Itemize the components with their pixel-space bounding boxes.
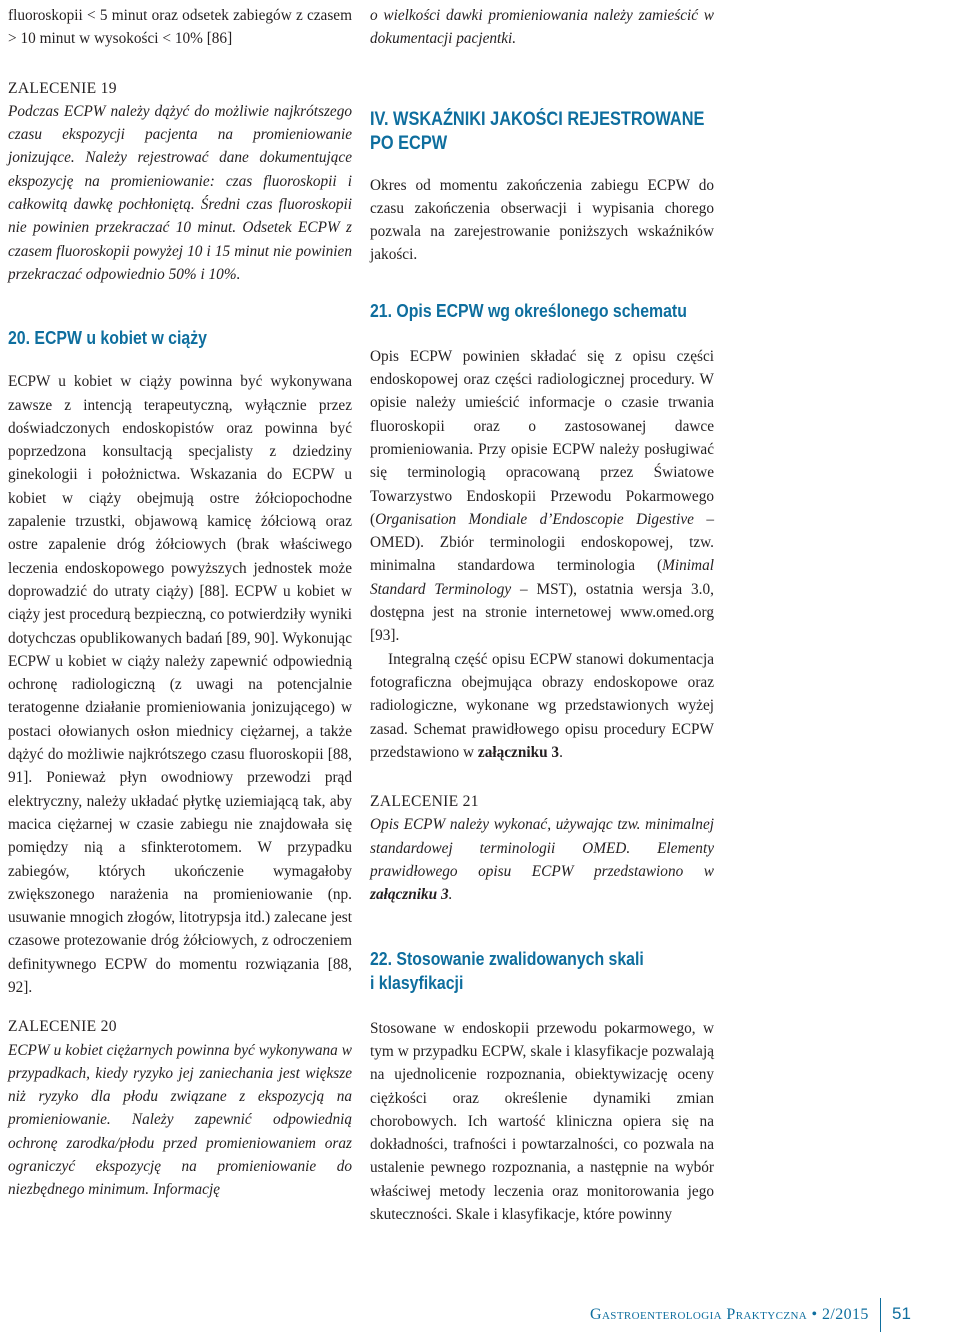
appendix-3-reference: załączniku 3: [477, 743, 560, 761]
section-iv-body: Okres od momentu zakończenia zabiegu ECPW do czasu zakończenia obserwacji i wypisania chorego pozwala na zarejestrowanie poniższych wskaźników jakości.: [370, 176, 714, 264]
left-column: [8, 0, 352, 1202]
recommendation-19-title: ZALECENIE 19: [8, 79, 117, 97]
recommendation-20-title: ZALECENIE 20: [8, 1018, 117, 1036]
recommendation-20-text: ECPW u kobiet ciężarnych powinna być wykonywana w przypadkach, kiedy ryzyko jej zaniechania jest większe niż ryzyko dla płodu związane z ekspozycją na promieniowanie. Należy zapewnić odpowiednią ochronę zarodka/płodu przed promieniowaniem oraz ograniczyć ekspozycję na promieniowanie do niezbędnego minimum. Informację: [8, 1041, 352, 1199]
recommendation-20-continuation: o wielkości dawki promieniowania należy zamieścić w dokumentacji pacjentki.: [370, 7, 714, 48]
recommendation-19-text: Podczas ECPW należy dążyć do możliwie najkrótszego czasu ekspozycji pacjenta na promieniowanie jonizujące. Należy rejestrować dane dokumentujące ekspozycję na promieniowanie: czas fluoroskopii i całkowitą dawkę pochłoniętą. Średni czas fluoroskopii nie powinien przekraczać 10 minut. Odsetek ECPW z czasem fluoroskopii powyżej 10 i 15 minut nie powinien przekraczać odpowiednio 50% i 10%.: [8, 102, 352, 283]
section-20-body: ECPW u kobiet w ciąży powinna być wykonywana zawsze z intencją terapeutyczną, wyłącznie przez doświadczonych endoskopistów oraz powinna być poprzedzona konsultacją specjalisty z dziedziny ginekologii i położnictwa. Wskazania do ECPW u kobiet w ciąży obejmują ostre żółciopochodne zapalenie trzustki, objawową kamicę żółciową oraz ostre zapalenie dróg żółciowych (brak właściwego leczenia endoskopowego powyższych jednostek może doprowadzić do utraty ciąży) [88]. ECPW u kobiet w ciąży jest procedurą bezpieczną, co potwierdziły wyniki dotychczas opublikowanych badań [89, 90]. Wykonując ECPW u kobiet w ciąży należy zapewnić odpowiednią ochronę radiologiczną (z uwagi na potencjalnie teratogenne działanie promieniowania jonizującego) w postaci ołowianych osłon miednicy ciężarnej, a także dążyć do możliwie najkrótszego czasu fluoroskopii [88, 91]. Ponieważ płyn owodniowy przewodzi prąd elektryczny, należy układać płytkę uziemiającą tak, aby macica ciężarnej w czasie zabiegu nie znajdowała się pomiędzy nią a sfinkterotomem. W przypadku zabiegów, których ukończenie wymagałoby zwiększonego narażenia na promieniowanie (np. usuwanie mnogich złogów, litotrypsja itd.) zalecane jest czasowe protezowanie dróg żółciowych, z odroczeniem definitywnego ECPW do momentu rozwiązania [88, 92].: [8, 373, 352, 996]
footer-divider: [880, 1298, 881, 1332]
paragraph-continuation: fluoroskopii < 5 minut oraz odsetek zabiegów z czasem > 10 minut w wysokości < 10% [86]: [8, 7, 352, 48]
recommendation-21-title: ZALECENIE 21: [370, 793, 479, 811]
right-column: [370, 0, 714, 1226]
section-iv-heading-line1: IV. WSKAŹNIKI JAKOŚCI REJESTROWANE: [370, 108, 705, 130]
page-footer: [0, 1296, 960, 1336]
section-21-body-1: Opis ECPW powinien składać się z opisu części endoskopowej oraz części radiologicznej procedury. W opisie należy umieścić informacje o czasie trwania fluoroskopii oraz o zastosowanej dawce promieniowania. Przy opisie ECPW należy posługiwać się terminologią opracowaną przez Światowe Towarzystwo Endoskopii Przewodu Pokarmowego (Organisation Mondiale d’Endoscopie Digestive – OMED). Zbiór terminologii endoskopowej, tzw. minimalna standardowa terminologia (Minimal Standard Terminology – MST), ostatnia wersja 3.0, dostępna jest na stronie internetowej www.omed.org [93].: [370, 347, 714, 645]
section-iv-heading: [370, 108, 714, 156]
section-iv-heading-line2: PO ECPW: [370, 132, 448, 154]
appendix-3-reference-2: załączniku 3: [370, 886, 449, 904]
journal-title: Gastroenterologia Praktyczna • 2/2015: [590, 1306, 869, 1323]
section-22-heading-line1: 22. Stosowanie zwalidowanych skali: [370, 948, 644, 969]
section-22-body: Stosowane w endoskopii przewodu pokarmowego, w tym w przypadku ECPW, skale i klasyfikacje pozwalają na ujednolicenie rozpoznania, obiektywizację oceny ciężkości oraz określenie dynamiki zmian chorobowych. Ich wartość kliniczna opiera się na dokładności, trafności i powtarzalności, co pozwala na ustalenie pewnego rozpoznania, a następnie na wybór właściwej metody leczenia oraz monitorowania jego skuteczności. Skale i klasyfikacje, które powinny: [370, 1019, 714, 1223]
page-number: 51: [892, 1304, 911, 1323]
section-22-heading: [370, 947, 714, 995]
section-21-body-2: Integralną część opisu ECPW stanowi dokumentacja fotograficzna obejmująca obrazy endoskopowe oraz radiologiczne, wykonane wg przedstawionych wyżej zasad. Schemat prawidłowego opisu procedury ECPW przedstawiono w załączniku 3.: [370, 650, 714, 761]
section-20-heading: 20. ECPW u kobiet w ciąży: [8, 328, 207, 349]
recommendation-21-text: Opis ECPW należy wykonać, używając tzw. minimalnej standardowej terminologii OMED. Elementy prawidłowego opisu ECPW przedstawiono w załączniku 3.: [370, 816, 714, 904]
section-22-heading-line2: i klasyfikacji: [370, 972, 464, 993]
section-21-heading: 21. Opis ECPW wg określonego schematu: [370, 300, 687, 321]
